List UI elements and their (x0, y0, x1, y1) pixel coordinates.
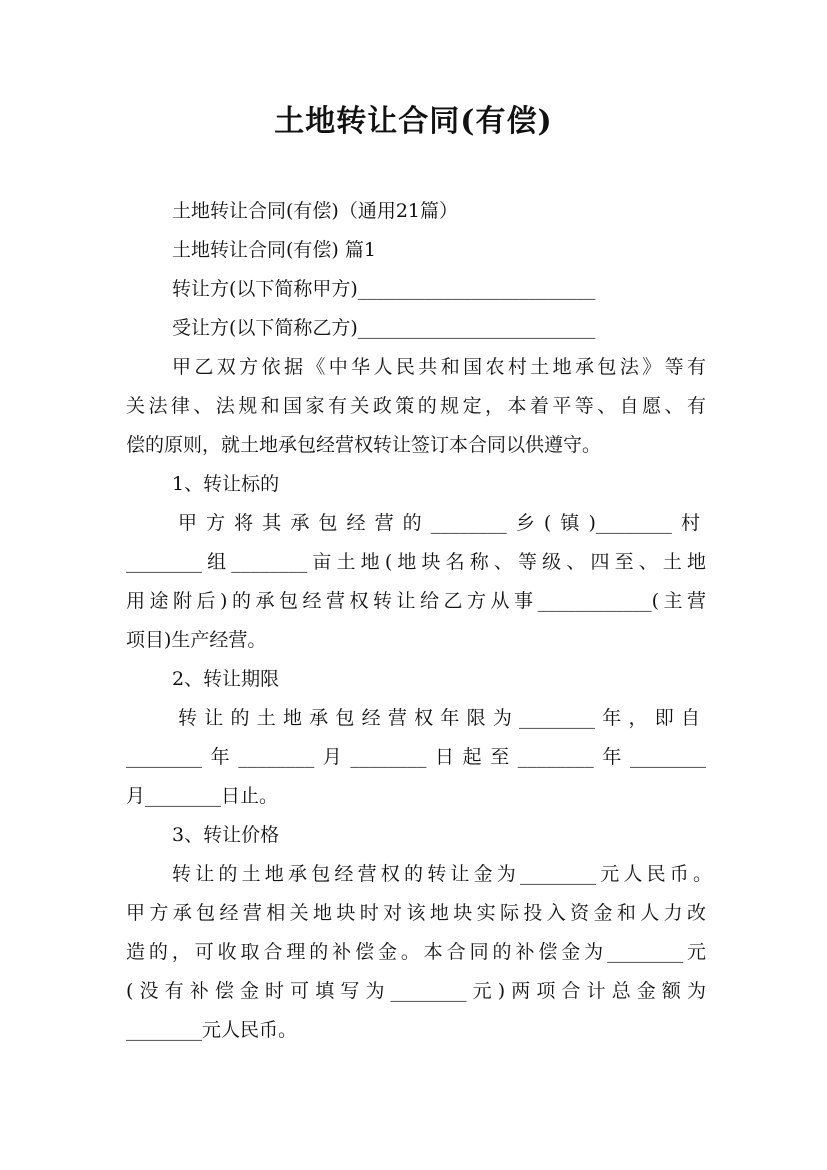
paragraph-line: ________组________亩土地(地块名称、等级、四至、土地 (126, 551, 706, 573)
document-title: 土地转让合同(有偿) (274, 104, 553, 139)
clause-heading: 3、转让价格 (172, 824, 280, 846)
clause-heading: 1、转让标的 (172, 473, 280, 495)
paragraph-line: ________年________月________日起至________年________ (126, 746, 706, 768)
transferee-line: 受让方(以下简称乙方)_________________________ (172, 317, 596, 339)
paragraph-line: 甲方将其承包经营的________乡(镇)________村 (178, 512, 700, 534)
paragraph-line: 转让的土地承包经营权的转让金为________元人民币。 (172, 863, 712, 885)
subtitle: 土地转让合同(有偿)（通用21篇） (172, 200, 459, 222)
paragraph-line: 项目)生产经营。 (126, 629, 267, 651)
paragraph-line: 转让的土地承包经营权年限为________年，即自 (178, 707, 700, 729)
section-heading: 土地转让合同(有偿) 篇1 (172, 239, 376, 261)
paragraph-line: 关法律、法规和国家有关政策的规定，本着平等、自愿、有 (126, 395, 706, 417)
paragraph-line: 甲乙双方依据《中华人民共和国农村土地承包法》等有 (172, 356, 706, 378)
paragraph-line: 月________日止。 (126, 785, 279, 807)
transferor-line: 转让方(以下简称甲方)_________________________ (172, 278, 596, 300)
paragraph-line: 用途附后)的承包经营权转让给乙方从事____________(主营 (126, 590, 706, 612)
paragraph-line: 偿的原则，就土地承包经营权转让签订本合同以供遵守。 (126, 434, 602, 456)
paragraph-line: (没有补偿金时可填写为________元)两项合计总金额为 (126, 980, 706, 1002)
paragraph-line: 甲方承包经营相关地块时对该地块实际投入资金和人力改 (126, 902, 706, 924)
clause-heading: 2、转让期限 (172, 668, 280, 690)
paragraph-line: 造的，可收取合理的补偿金。本合同的补偿金为________元 (126, 941, 706, 963)
paragraph-line: ________元人民币。 (126, 1019, 298, 1041)
